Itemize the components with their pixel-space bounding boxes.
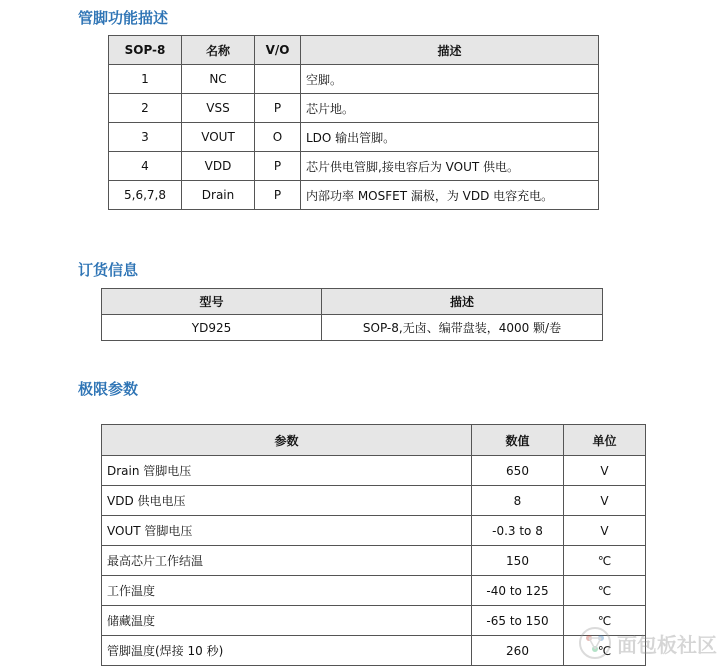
table-row (102, 486, 646, 516)
table-row (102, 456, 646, 486)
pin-type (255, 65, 301, 94)
column-header: V/O (255, 36, 301, 65)
table-row (109, 181, 599, 210)
column-header: 型号 (102, 289, 322, 315)
order-info-table (101, 288, 603, 341)
pin-description: 芯片地。 (301, 94, 599, 123)
table-header-row (109, 36, 599, 65)
pin-description-heading: 管脚功能描述 (78, 9, 169, 27)
pin-number: 2 (109, 94, 182, 123)
parameter-name: 最高芯片工作结温 (102, 546, 472, 576)
parameter-value: -40 to 125 (472, 576, 564, 606)
pin-type: P (255, 94, 301, 123)
parameter-value: 650 (472, 456, 564, 486)
pin-description: LDO 输出管脚。 (301, 123, 599, 152)
absolute-max-heading: 极限参数 (78, 380, 139, 398)
column-header: 描述 (301, 36, 599, 65)
column-header: 名称 (182, 36, 255, 65)
table-row (102, 576, 646, 606)
pin-number: 1 (109, 65, 182, 94)
column-header: 描述 (322, 289, 603, 315)
parameter-value: 260 (472, 636, 564, 666)
column-header: 单位 (564, 425, 646, 456)
column-header: 数值 (472, 425, 564, 456)
network-logo-icon (577, 625, 613, 661)
pin-description: 空脚。 (301, 65, 599, 94)
order-info-heading: 订货信息 (78, 261, 139, 279)
parameter-value: 8 (472, 486, 564, 516)
table-row (109, 123, 599, 152)
table-row (102, 546, 646, 576)
part-number: YD925 (102, 315, 322, 341)
parameter-value: -0.3 to 8 (472, 516, 564, 546)
package-description: SOP-8,无卤、编带盘装，4000 颗/卷 (322, 315, 603, 341)
pin-description: 芯片供电管脚,接电容后为 VOUT 供电。 (301, 152, 599, 181)
table-row (109, 65, 599, 94)
parameter-unit: V (564, 456, 646, 486)
pin-name: VDD (182, 152, 255, 181)
parameter-unit: V (564, 516, 646, 546)
table-row (109, 94, 599, 123)
pin-description: 内部功率 MOSFET 漏极，为 VDD 电容充电。 (301, 181, 599, 210)
parameter-value: -65 to 150 (472, 606, 564, 636)
parameter-unit: ℃ (564, 606, 646, 636)
pin-type: P (255, 152, 301, 181)
column-header: 参数 (102, 425, 472, 456)
parameter-unit: ℃ (564, 576, 646, 606)
table-header-row (102, 289, 603, 315)
pin-name: VOUT (182, 123, 255, 152)
watermark-text: 面包板社区 (617, 632, 717, 657)
parameter-name: VOUT 管脚电压 (102, 516, 472, 546)
parameter-name: VDD 供电电压 (102, 486, 472, 516)
table-row (102, 516, 646, 546)
pin-number: 5,6,7,8 (109, 181, 182, 210)
pin-name: Drain (182, 181, 255, 210)
table-row (102, 315, 603, 341)
pin-name: VSS (182, 94, 255, 123)
absolute-max-table (101, 424, 646, 666)
parameter-name: Drain 管脚电压 (102, 456, 472, 486)
watermark (577, 625, 717, 661)
pin-type: P (255, 181, 301, 210)
pin-number: 3 (109, 123, 182, 152)
parameter-unit: ℃ (564, 636, 646, 666)
column-header: SOP-8 (109, 36, 182, 65)
parameter-name: 管脚温度(焊接 10 秒) (102, 636, 472, 666)
parameter-name: 储藏温度 (102, 606, 472, 636)
parameter-value: 150 (472, 546, 564, 576)
parameter-unit: ℃ (564, 546, 646, 576)
table-row (109, 152, 599, 181)
pin-number: 4 (109, 152, 182, 181)
pin-function-table (108, 35, 599, 210)
table-header-row (102, 425, 646, 456)
table-row (102, 636, 646, 666)
parameter-unit: V (564, 486, 646, 516)
parameter-name: 工作温度 (102, 576, 472, 606)
pin-type: O (255, 123, 301, 152)
pin-name: NC (182, 65, 255, 94)
table-row (102, 606, 646, 636)
